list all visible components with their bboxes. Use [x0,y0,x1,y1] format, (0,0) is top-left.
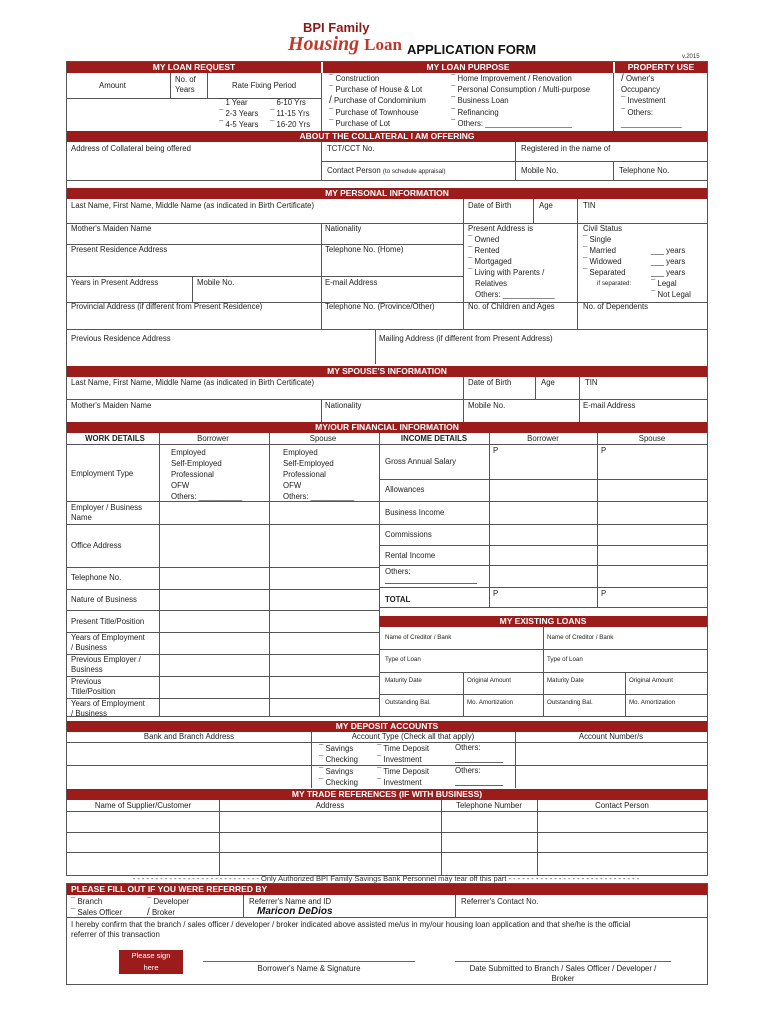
original-label-2: Original Amount [629,677,674,684]
work-borrower-header: Borrower [197,434,229,443]
work-details-header: WORK DETAILS [85,434,145,443]
address-is-label: Present Address is [468,224,534,233]
spouse-info-bar: MY SPOUSE'S INFORMATION [67,366,707,377]
loan-type-label-2: Type of Loan [547,656,583,663]
product-logo [288,33,402,56]
work-spouse-header: Spouse [309,434,337,443]
widowed-years[interactable]: ___ years [651,257,686,266]
employer-label-1: Employer / Business [71,503,143,512]
civil-status-label: Civil Status [583,224,622,233]
spouse-maiden-label: Mother's Maiden Name [71,401,152,410]
borrower-peso-1: P [493,446,499,455]
loan-type-label-1: Type of Loan [385,656,421,663]
personal-maiden-label: Mother's Maiden Name [71,224,152,233]
deposit-type-a-2[interactable]: ¯ Savings ¯ Checking [319,767,358,787]
purpose-townhouse[interactable]: ¯ Purchase of Townhouse [329,108,419,117]
date-submitted-label-2: Broker [551,974,575,983]
maturity-label-2: Maturity Date [547,677,584,684]
provincial-address-label: Provincial Address (if different from Present Residence) [71,302,263,311]
ref-developer[interactable]: ¯ Developer [147,897,190,906]
borrower-peso-total: P [493,589,499,598]
years-employment2-label-1: Years of Employment [71,699,145,708]
others-income-label: Others: [385,567,411,576]
personal-name-label: Last Name, First Name, Middle Name (as indicated in Birth Certificate) [71,201,315,210]
present-address-label: Present Residence Address [71,245,168,254]
work-telephone-label: Telephone No. [71,573,122,582]
amortization-label-1: Mo. Amortization [467,699,514,706]
spouse-name-label: Last Name, First Name, Middle Name (as indicated in Birth Certificate) [71,378,315,387]
years-present-label: Years in Present Address [71,278,159,287]
collateral-mobile-label: Mobile No. [521,166,559,175]
personal-nationality-label: Nationality [325,224,362,233]
sign-here-button[interactable]: Please sign here [119,950,183,974]
rental-income-label: Rental Income [385,551,436,560]
referral-bar: PLEASE FILL OUT IF YOU WERE REFERRED BY [67,884,707,895]
personal-mobile-label: Mobile No. [197,278,235,287]
separation-not-legal[interactable]: ¯ Not Legal [651,290,691,299]
civil-single[interactable]: ¯ Single [583,235,612,244]
rate-option-2-3yrs[interactable]: ¯ 2-3 Years [219,109,259,118]
creditor-label-2: Name of Creditor / Bank [547,634,614,641]
rate-option-16-20yrs[interactable]: ¯ 16-20 Yrs [270,120,311,129]
purpose-others[interactable]: ¯ Others: ____________________ [451,119,572,128]
previous-title-label-1: Previous [71,677,102,686]
spouse-tin-label: TIN [585,378,598,387]
trade-address-header: Address [315,801,345,810]
address-others[interactable]: Others: ____________ [475,290,555,299]
spouse-dob-label: Date of Birth [468,378,512,387]
mailing-address-label: Mailing Address (if different from Present Address) [379,334,553,343]
collateral-telephone-label: Telephone No. [619,166,670,175]
trade-references-bar: MY TRADE REFERENCES (IF WITH BUSINESS) [67,789,707,800]
employer-label-2: Name [71,513,92,522]
logo-loan: Loan [364,35,402,54]
spouse-email-label: E-mail Address [583,401,636,410]
borrower-signature-label: Borrower's Name & Signature [257,964,361,973]
creditor-label-1: Name of Creditor / Bank [385,634,452,641]
date-submitted-label-1: Date Submitted to Branch / Sales Officer / Developer / [469,964,657,973]
personal-tin-label: TIN [583,201,596,210]
income-spouse-header: Spouse [638,434,666,443]
original-label-1: Original Amount [467,677,512,684]
tear-off-notice: - - - - - - - - - - - - - - - - - - - - - - - - - - - - Only Authorized BPI Family Savings Bank Personnel may tear off this part - - - - - - - - - - - - - - - - - - - - - - - - - - - - - [132,874,640,883]
years-employment2-label-2: / Business [71,709,107,718]
form-title: APPLICATION FORM [407,42,537,57]
purpose-lot[interactable]: ¯ Purchase of Lot [329,119,391,128]
previous-title-label-2: Title/Position [71,687,116,696]
maturity-label-1: Maturity Date [385,677,422,684]
address-rented[interactable]: ¯ Rented [468,246,500,255]
spouse-age-label: Age [541,378,555,387]
address-relatives: Relatives [475,279,508,288]
dependents-label: No. of Dependents [583,302,649,311]
previous-employer-label-2: Business [71,665,103,674]
business-income-label: Business Income [385,508,445,517]
commissions-label: Commissions [385,530,432,539]
use-investment[interactable]: ¯ Investment [621,96,666,105]
collateral-address-label: Address of Collateral being offered [71,144,191,153]
income-borrower-header: Borrower [527,434,559,443]
office-address-label: Office Address [71,541,122,550]
years-employment-label-2: / Business [71,643,107,652]
outstanding-label-1: Outstanding Bal. [385,699,431,706]
total-label: TOTAL [385,595,411,604]
spouse-employment-options[interactable]: Employed Self-Employed Professional OFW Others: __________ [283,448,355,501]
use-others-line[interactable]: ______________ [621,119,682,128]
separated-years[interactable]: ___ years [651,268,686,277]
existing-loans-bar: MY EXISTING LOANS [379,616,707,627]
registered-name-label: Registered in the name of [521,144,611,153]
tel-province-label: Telephone No. (Province/Other) [325,302,435,311]
account-number-header: Account Number/s [578,732,644,741]
spouse-nationality-label: Nationality [325,401,362,410]
deposit-type-b-2[interactable]: ¯ Time Deposit ¯ Investment [377,767,429,787]
present-title-label: Present Title/Position [71,617,145,626]
property-use-bar: PROPERTY USE [615,62,707,73]
civil-widowed[interactable]: ¯ Widowed [583,257,622,266]
employment-type-label: Employment Type [71,469,134,478]
contact-person-label: Contact Person (to schedule appraisal) [327,166,446,175]
logo-housing: Housing [288,33,360,55]
previous-employer-label-1: Previous Employer / [71,655,141,664]
rate-option-11-15yrs[interactable]: ¯ 11-15 Yrs [270,109,310,118]
confirmation-line-1: I hereby confirm that the branch / sales officer / developer / broker indicated above assisted me/us in my/our housing loan application and that she/he is the official [71,920,631,929]
ref-branch[interactable]: ¯ Branch [71,897,103,906]
loan-purpose-bar: MY LOAN PURPOSE [323,62,613,73]
nature-business-label: Nature of Business [71,595,137,604]
spouse-peso-total: P [601,589,607,598]
bank-branch-header: Bank and Branch Address [143,732,235,741]
ref-sales-officer[interactable]: ¯ Sales Officer [71,908,122,917]
allowances-label: Allowances [385,485,425,494]
deposit-others-1[interactable]: Others: [455,743,481,752]
children-label: No. of Children and Ages [468,302,555,311]
years-employment-label-1: Years of Employment [71,633,145,642]
outstanding-label-2: Outstanding Bal. [547,699,593,706]
amount-label: Amount [99,81,126,90]
use-owner[interactable]: / Owner's [621,73,655,84]
loan-request-bar: MY LOAN REQUEST [67,62,321,73]
address-parents[interactable]: ¯ Living with Parents / [468,268,545,277]
supplier-header: Name of Supplier/Customer [94,801,192,810]
brand-name: BPI Family [303,20,370,35]
referrer-name-label: Referrer's Name and ID [249,897,332,906]
spouse-mobile-label: Mobile No. [468,401,506,410]
if-separated-label: if separated: [597,280,632,287]
tel-home-label: Telephone No. (Home) [325,245,404,254]
account-type-header: Account Type (Check all that apply) [351,732,475,741]
referral-section [66,883,708,985]
deposit-type-a-1[interactable]: ¯ Savings ¯ Checking [319,744,358,764]
version-label: v.2015 [682,54,700,60]
years-label-2: Years [175,85,195,94]
use-occupancy: Occupancy [621,85,661,94]
separation-legal[interactable]: ¯ Legal [651,279,677,288]
deposit-accounts-bar: MY DEPOSIT ACCOUNTS [67,721,707,732]
married-years[interactable]: ___ years [651,246,686,255]
trade-contact-header: Contact Person [595,801,649,810]
deposit-others-2[interactable]: Others: [455,766,481,775]
gross-salary-label: Gross Annual Salary [385,457,457,466]
personal-email-label: E-mail Address [325,278,378,287]
amortization-label-2: Mo. Amortization [629,699,676,706]
purpose-personal[interactable]: ¯ Personal Consumption / Multi-purpose [451,85,591,94]
purpose-business[interactable]: ¯ Business Loan [451,96,509,105]
application-form [66,61,708,876]
address-mortgaged[interactable]: ¯ Mortgaged [468,257,512,266]
deposit-type-b-1[interactable]: ¯ Time Deposit ¯ Investment [377,744,429,764]
years-label-1: No. of [175,75,196,84]
ref-broker[interactable]: / Broker [147,907,175,918]
confirmation-line-2: referrer of this transaction [71,930,160,939]
personal-dob-label: Date of Birth [468,201,512,210]
address-owned[interactable]: ¯ Owned [468,235,500,244]
rate-option-6-10yrs[interactable]: ¯ 6-10 Yrs [270,98,306,107]
use-others[interactable]: ¯ Others: [621,108,654,117]
collateral-bar: ABOUT THE COLLATERAL I AM OFFERING [67,131,707,142]
personal-age-label: Age [539,201,553,210]
purpose-construction[interactable]: ¯ Construction [329,74,380,83]
income-details-header: INCOME DETAILS [400,434,468,443]
rate-option-4-5yrs[interactable]: ¯ 4-5 Years [219,120,259,129]
referrer-name-value[interactable]: Maricon DeDios [257,906,333,917]
rate-option-1yr[interactable]: ¯ 1 Year [219,98,248,107]
purpose-house-lot[interactable]: ¯ Purchase of House & Lot [329,85,423,94]
tct-label: TCT/CCT No. [327,144,375,153]
civil-separated[interactable]: ¯ Separated [583,268,626,277]
rate-period-label: Rate Fixing Period [232,81,297,90]
purpose-condominium[interactable]: / Purchase of Condominium [329,95,426,106]
referrer-contact-label: Referrer's Contact No. [461,897,539,906]
purpose-refinancing[interactable]: ¯ Refinancing [451,108,499,117]
borrower-employment-options[interactable]: Employed Self-Employed Professional OFW Others: __________ [171,448,243,501]
civil-married[interactable]: ¯ Married [583,246,616,255]
previous-address-label: Previous Residence Address [71,334,171,343]
spouse-peso-1: P [601,446,607,455]
personal-info-bar: MY PERSONAL INFORMATION [67,188,707,199]
purpose-home-improvement[interactable]: ¯ Home Improvement / Renovation [451,74,572,83]
financial-info-bar: MY/OUR FINANCIAL INFORMATION [67,422,707,433]
trade-telephone-header: Telephone Number [456,801,522,810]
